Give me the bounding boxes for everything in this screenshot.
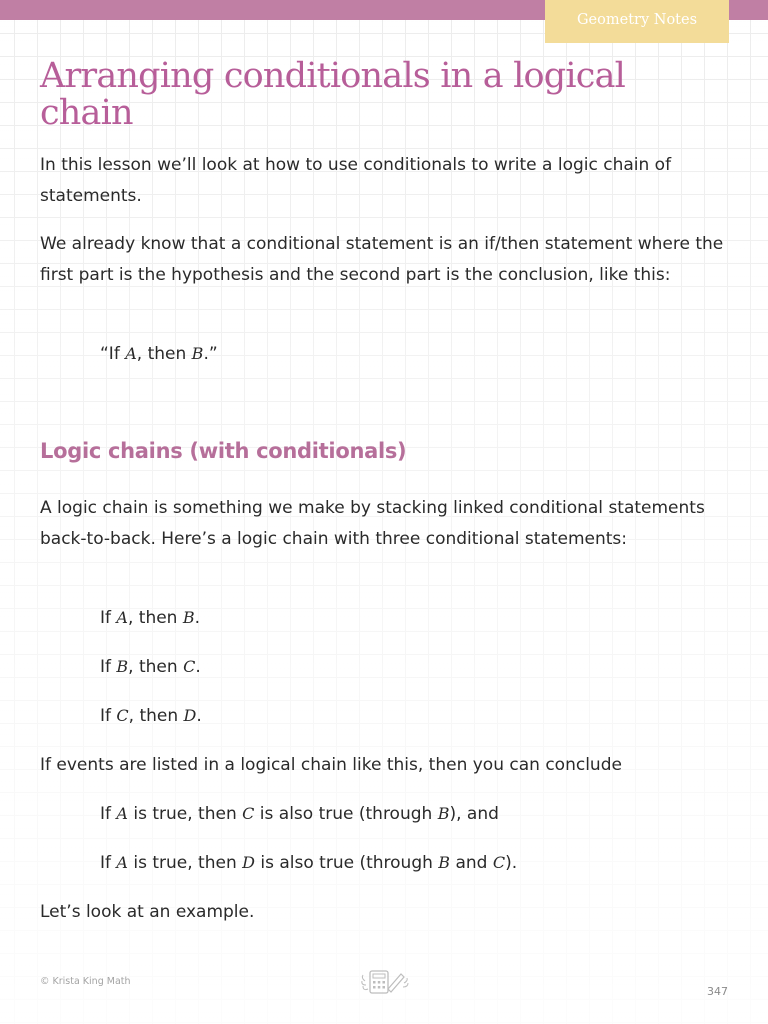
page-number: 347 [707, 985, 728, 998]
intro-paragraph-2: We already know that a conditional statement is an if/then statement where the first part is the hypothesis and the second part is the conclusion, like this: [40, 234, 724, 285]
example-intro: Let’s look at an example. [40, 902, 255, 922]
conclusion-2: If A is true, then D is also true (through B and C). [100, 853, 518, 873]
conditional-example: “If A, then B.” [100, 344, 218, 364]
conclusion-1: If A is true, then C is also true (through B), and [100, 804, 499, 824]
copyright-text: © Krista King Math [40, 976, 131, 987]
chain-statement-3: If C, then D. [100, 706, 202, 726]
conclude-paragraph: If events are listed in a logical chain like this, then you can conclude [40, 755, 622, 775]
intro-paragraph-1: In this lesson we’ll look at how to use conditionals to write a logic chain of statements. [40, 155, 672, 206]
geometry-notes-tab: Geometry Notes [545, 0, 729, 43]
calculator-pencil-icon [360, 967, 410, 995]
lesson-title: Arranging conditionals in a logical chain [40, 56, 626, 133]
chain-statement-1: If A, then B. [100, 608, 201, 628]
chain-statement-2: If B, then C. [100, 657, 201, 677]
logic-chain-paragraph: A logic chain is something we make by stacking linked conditional statements back-to-back. Here’s a logic chain with three conditional statements: [40, 498, 705, 549]
variable-a: A [125, 344, 137, 363]
section-heading: Logic chains (with conditionals) [40, 439, 407, 463]
variable-b: B [191, 344, 204, 363]
